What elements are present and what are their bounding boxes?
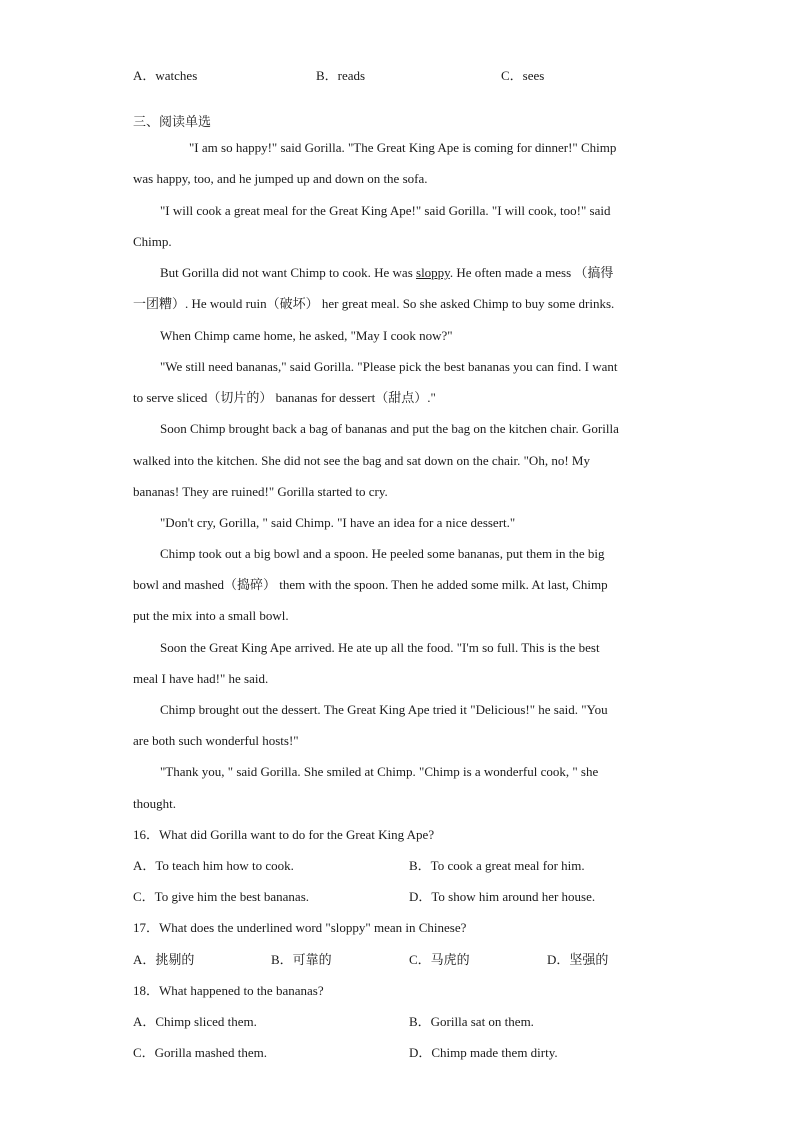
passage-line: was happy, too, and he jumped up and down on the sofa.: [133, 171, 428, 186]
q18-option-c[interactable]: C．Gorilla mashed them.: [133, 1045, 267, 1060]
passage-line: to serve sliced（切片的） bananas for dessert（甜点）.": [133, 390, 436, 405]
q17-option-a[interactable]: A．挑剔的: [133, 952, 195, 967]
q16-option-b[interactable]: B．To cook a great meal for him.: [409, 858, 585, 873]
passage-line: Chimp.: [133, 234, 172, 249]
q17-stem: 17．What does the underlined word "sloppy" mean in Chinese?: [133, 920, 467, 935]
q18-option-b[interactable]: B．Gorilla sat on them.: [409, 1014, 534, 1029]
q18-option-d[interactable]: D．Chimp made them dirty.: [409, 1045, 558, 1060]
passage-line: "We still need bananas," said Gorilla. "Please pick the best bananas you can find. I want: [160, 359, 618, 374]
passage-line: "I am so happy!" said Gorilla. "The Great King Ape is coming for dinner!" Chimp: [189, 140, 617, 155]
passage-line: Soon Chimp brought back a bag of bananas and put the bag on the kitchen chair. Gorilla: [160, 421, 619, 436]
q18-option-a[interactable]: A．Chimp sliced them.: [133, 1014, 257, 1029]
passage-line: "Don't cry, Gorilla, " said Chimp. "I have an idea for a nice dessert.": [160, 515, 516, 530]
q17-option-d[interactable]: D．坚强的: [547, 952, 609, 967]
q16-option-c[interactable]: C．To give him the best bananas.: [133, 889, 310, 904]
passage-line: put the mix into a small bowl.: [133, 608, 289, 623]
passage-line: When Chimp came home, he asked, "May I cook now?": [160, 328, 453, 343]
section-title: 三、阅读单选: [133, 115, 212, 130]
q15-option-b[interactable]: B．reads: [316, 68, 366, 83]
passage-line: bananas! They are ruined!" Gorilla started to cry.: [133, 484, 388, 499]
q15-option-c[interactable]: C．sees: [501, 68, 545, 83]
passage-text: . He often made a mess （搞得: [449, 265, 614, 280]
passage-line: "I will cook a great meal for the Great King Ape!" said Gorilla. "I will cook, too!" said: [160, 203, 611, 218]
passage-line: "Thank you, " said Gorilla. She smiled at Chimp. "Chimp is a wonderful cook, " she: [160, 764, 599, 779]
passage-line: Chimp took out a big bowl and a spoon. He peeled some bananas, put them in the big: [160, 546, 605, 561]
q17-option-c[interactable]: C．马虎的: [409, 952, 470, 967]
q18-stem: 18．What happened to the bananas?: [133, 983, 324, 998]
passage-line: Soon the Great King Ape arrived. He ate up all the food. "I'm so full. This is the best: [160, 640, 600, 655]
passage-line: 一团糟）. He would ruin（破坏） her great meal. So she asked Chimp to buy some drinks.: [133, 296, 615, 311]
passage-text: But Gorilla did not want Chimp to cook. He was: [160, 265, 417, 280]
passage-line: are both such wonderful hosts!": [133, 733, 299, 748]
passage-line: Chimp brought out the dessert. The Great King Ape tried it "Delicious!" he said. "You: [160, 702, 608, 717]
underlined-word-sloppy: sloppy: [416, 265, 450, 280]
passage-line: thought.: [133, 796, 176, 811]
passage-line: walked into the kitchen. She did not see the bag and sat down on the chair. "Oh, no! My: [133, 453, 590, 468]
passage-line: bowl and mashed（捣碎） them with the spoon. Then he added some milk. At last, Chimp: [133, 577, 608, 592]
passage-line: meal I have had!" he said.: [133, 671, 269, 686]
q15-option-a[interactable]: A．watches: [133, 68, 198, 83]
passage-line: [160, 264, 690, 282]
q16-stem: 16．What did Gorilla want to do for the Great King Ape?: [133, 827, 435, 842]
q17-option-b[interactable]: B．可靠的: [271, 952, 332, 967]
q16-option-a[interactable]: A．To teach him how to cook.: [133, 858, 294, 873]
q16-option-d[interactable]: D．To show him around her house.: [409, 889, 596, 904]
